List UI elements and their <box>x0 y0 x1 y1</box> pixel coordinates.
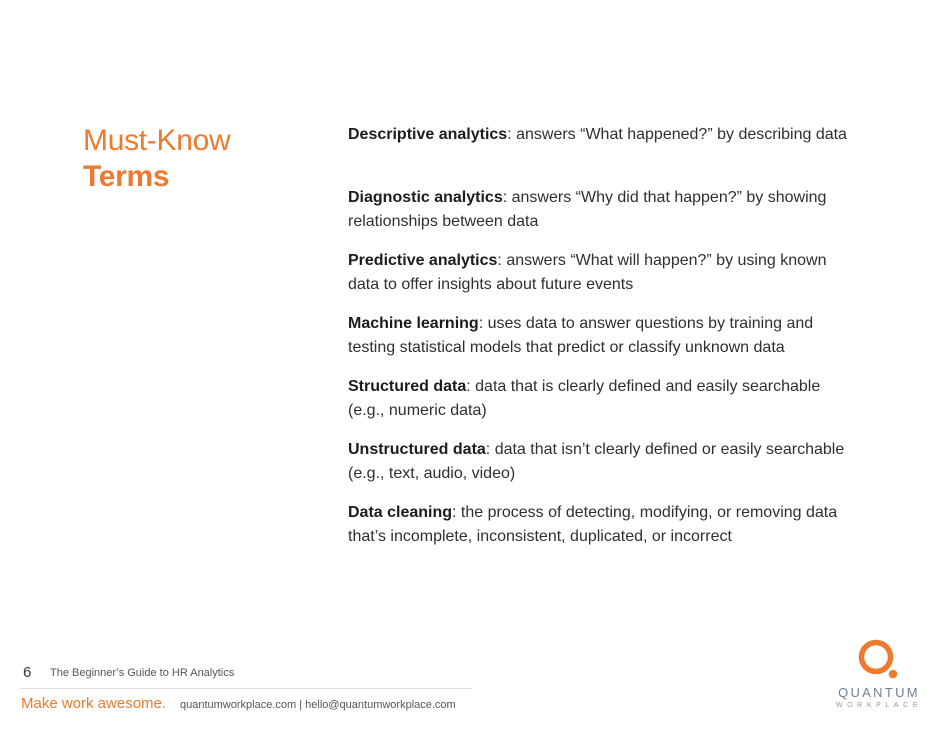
term-definition: : the process of detecting, modifying, or removing data that’s incomplete, inconsistent, duplicated, or incorrect <box>348 504 838 545</box>
page-heading <box>83 123 230 195</box>
terms-list <box>348 123 854 564</box>
footer-contact: quantumworkplace.com | hello@quantumworkplace.com <box>180 699 456 711</box>
term-definition: : data that isn’t clearly defined or easily searchable (e.g., text, audio, video) <box>348 441 845 482</box>
term-name: Diagnostic analytics <box>348 189 503 206</box>
term-descriptive-analytics <box>348 123 854 171</box>
term-name: Predictive analytics <box>348 252 498 269</box>
term-diagnostic-analytics <box>348 186 854 234</box>
heading-line-1: Must-Know <box>83 124 231 157</box>
term-definition: : uses data to answer questions by training and testing statistical models that predict or classify unknown data <box>348 315 814 356</box>
quantum-q-logo-icon <box>856 636 902 682</box>
term-predictive-analytics <box>348 249 854 297</box>
footer-slogan: Make work awesome. <box>21 695 167 712</box>
logo-subtext: WORKPLACE <box>835 702 923 709</box>
quantum-workplace-logo <box>826 636 932 716</box>
heading-line-2: Terms <box>83 160 170 193</box>
term-machine-learning <box>348 312 854 360</box>
term-definition: : answers “What will happen?” by using known data to offer insights about future events <box>348 252 827 293</box>
term-name: Data cleaning <box>348 504 453 521</box>
term-definition: : data that is clearly defined and easily searchable (e.g., numeric data) <box>348 378 821 419</box>
term-name: Structured data <box>348 378 467 395</box>
term-name: Unstructured data <box>348 441 486 458</box>
guide-title: The Beginner’s Guide to HR Analytics <box>50 667 235 679</box>
footer-divider <box>20 688 472 689</box>
term-definition: : answers “Why did that happen?” by showing relationships between data <box>348 189 827 230</box>
term-definition: : answers “What happened?” by describing data <box>507 126 847 143</box>
term-structured-data <box>348 375 854 423</box>
logo-wordmark: QUANTUM <box>838 685 920 700</box>
page-number: 6 <box>23 664 32 681</box>
term-unstructured-data <box>348 438 854 486</box>
term-name: Machine learning <box>348 315 479 332</box>
term-data-cleaning <box>348 501 854 549</box>
term-name: Descriptive analytics <box>348 126 508 143</box>
